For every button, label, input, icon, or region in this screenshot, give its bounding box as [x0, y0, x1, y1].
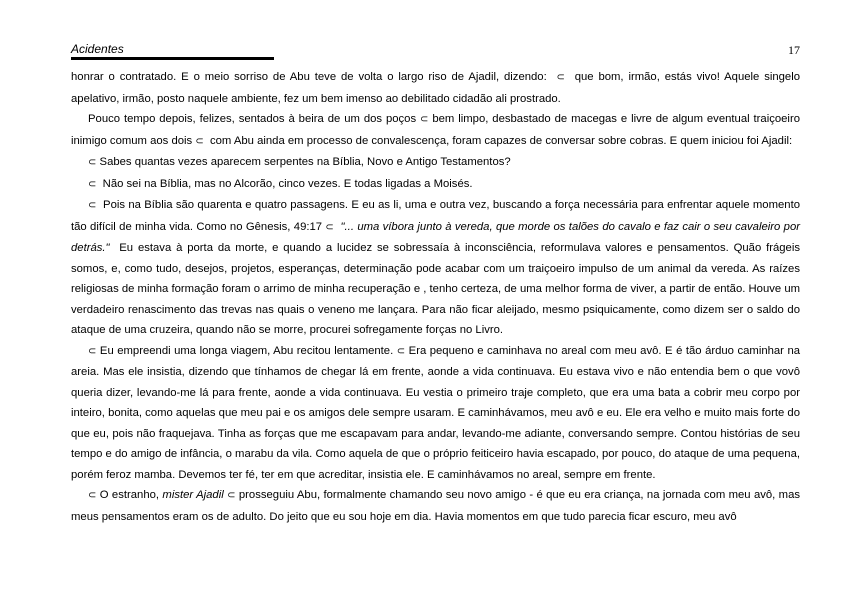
paragraph: honrar o contratado. E o meio sorriso de Abu teve de volta o largo riso de Ajadil, dizendo: ⊂ que bom, irmão, estás vivo! Aquele singelo apelativo, irmão, posto naquele ambiente, fez um bem imenso ao debilitado cidadão ali prostrado.	[71, 71, 800, 105]
dialogue-mark-icon: ⊂	[88, 200, 97, 211]
header-rule	[71, 57, 274, 60]
mister-title: mister Ajadil	[162, 489, 224, 501]
page-number: 17	[788, 43, 800, 57]
dialogue-mark-icon: ⊂	[396, 345, 406, 357]
dialogue-mark-icon: ⊂	[88, 345, 97, 357]
dialogue-mark-icon: ⊂	[88, 178, 97, 190]
dialogue-mark-icon: ⊂	[88, 157, 97, 168]
paragraph: Pouco tempo depois, felizes, sentados à beira de um dos poços ⊂ bem limpo, desbastado de macegas e livre de algum eventual traiçoeiro inimigo comum aos dois ⊂ com Abu ainda em processo de convalescença, foram capazes de conversar sobre cobras. E quem iniciou foi Ajadil:	[71, 113, 800, 147]
dialogue-mark-icon: ⊂	[420, 114, 429, 125]
dialogue-mark-icon: ⊂	[195, 135, 204, 147]
dialogue-line: ⊂ Não sei na Bíblia, mas no Alcorão, cinco vezes. E todas ligadas a Moisés.	[88, 177, 473, 190]
bible-quote: "... uma víbora junto à vereda, que morde os talões do cavalo e faz cair o seu cavaleiro por detrás."	[71, 220, 800, 254]
dialogue-line: ⊂ Pois na Bíblia são quarenta e quatro passagens. E eu as li, uma e outra vez, buscando a força necessária para enfrentar aquele momento tão difícil de minha vida. Como no Gênesis, 49:17 ⊂ "... uma víbora junto à vereda, que morde os talões do cavalo e faz cair o seu cavaleiro por detrás." Eu estava à porta da morte, e quando a lucidez se sobressaía à inconsciência, reformulava valores e pensamentos. Quão frágeis somos, e, como tudo, desejos, projetos, esperanças, determinação pode acabar com um traiçoeiro impulso de um animal da vereda. As raízes religiosas de minha formação foram o arrimo de minha recuperação e , tenho certeza, de uma melhor forma de viver, a partir de então. Houve um verdadeiro renascimento das trevas nas quais o veneno me lançara. Para não ficar aleijado, mesmo psiquicamente, como dizem ser o saldo do ataque de uma cruzeira, quando não se morre, procurei sofregamente forças no Livro.	[71, 199, 801, 336]
running-header-title: Acidentes	[71, 42, 124, 56]
dialogue-mark-icon: ⊂	[325, 221, 334, 233]
dialogue-line: ⊂ O estranho, mister Ajadil ⊂ prosseguiu Abu, formalmente chamando seu novo amigo - é que eu era criança, na jornada com meu avô, mas meus pensamentos eram os de adulto. Do jeito que eu sou hoje em dia. Havia momentos em que tudo parecia ficar escuro, meu avô	[71, 489, 801, 523]
dialogue-mark-icon: ⊂	[556, 72, 565, 83]
body-text	[71, 67, 800, 527]
dialogue-line: ⊂ Eu empreendi uma longa viagem, Abu recitou lentamente. ⊂ Era pequeno e caminhava no areal com meu avô. E é tão árduo caminhar na areia. Mas ele insistia, dizendo que tínhamos de chegar lá em frente, aonde a vida continuava. Eu estava vivo e não entendia bem o que vovô queria dizer, levando-me lá para frente, aonde a vida continuava. Eu vestia o primeiro traje completo, que era uma bata a cobrir meu corpo por inteiro, bonita, como aquelas que meu pai e os amigos dele sempre usaram. E caminhávamos, meu avô e eu. Ele era velho e muito mais forte do que eu, pois não fraquejava. Tinha as forças que me escapavam para andar, levando-me adiante, conversando sempre. Contou histórias de seu tempo e do amigo de infância, o marabu da vila. Como aquela de que o próprio feiticeiro havia escapado, por pouco, do ataque de uma pequena, porém feroz mamba. Devemos ter fé, ter em que acreditar, insistia ele. E caminhávamos no areal, sempre em frente.	[71, 344, 801, 481]
dialogue-mark-icon: ⊂	[227, 490, 236, 501]
dialogue-line: ⊂ Sabes quantas vezes aparecem serpentes na Bíblia, Novo e Antigo Testamentos?	[88, 156, 511, 168]
dialogue-mark-icon: ⊂	[88, 490, 97, 501]
